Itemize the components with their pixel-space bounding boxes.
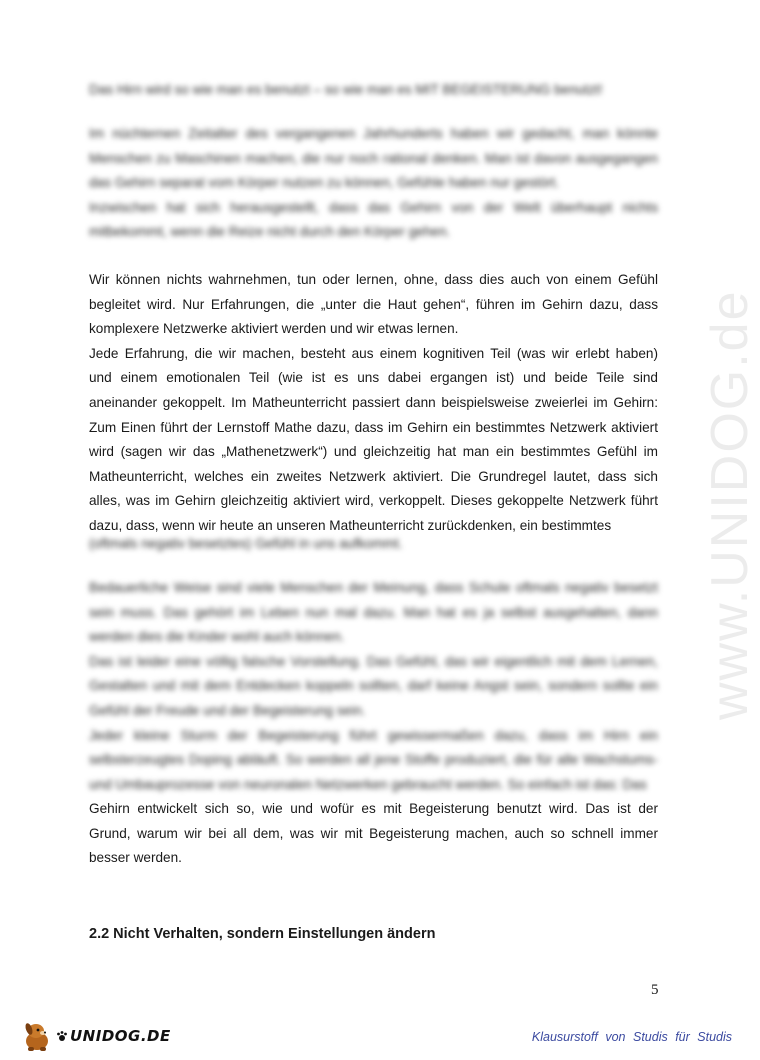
text-line: selbsterzeugtes Doping abläuft. So werden all jene Stoffe produziert, die für alle Wachstums- — [89, 752, 658, 768]
text-line: Gefühl der Freude und der Begeisterung sein. — [89, 702, 366, 718]
text-line: aneinander gekoppelt. Im Matheunterricht passiert dann beispielsweise zweierlei im Gehirn: — [89, 394, 658, 410]
text-line: Matheunterricht, welches ein zweites Netzwerk aktiviert. Die Grundregel lautet, dass sich — [89, 468, 658, 484]
text-line: Bedauerliche Weise sind viele Menschen der Meinung, dass Schule oftmals negativ besetzt — [89, 580, 658, 595]
text-line: (oftmals negativ besetztes) Gefühl in uns aufkommt. — [89, 536, 403, 551]
text-line: begleitet wird. Nur Erfahrungen, die „unter die Haut gehen“, führen im Gehirn dazu, dass — [89, 296, 658, 312]
footer-slogan: Klausurstoff von Studis für Studis — [531, 1030, 732, 1044]
paragraph-1-blurred — [89, 122, 658, 245]
text-line: Zum Einen führt der Lernstoff Mathe dazu, dass im Gehirn ein bestimmtes Netzwerk aktiviert — [89, 419, 658, 435]
paragraph-2-tail-blurred — [89, 532, 658, 557]
text-line: Das Hirn wird so wie man es benutzt – so wie man es MIT BEGEISTERUNG benutzt! — [89, 82, 603, 97]
paw-icon — [56, 1030, 68, 1042]
paragraph-3-clear — [89, 797, 658, 871]
dog-mascot-icon — [20, 1019, 56, 1053]
text-line: werden dies die Kinder wohl auch können. — [89, 629, 345, 645]
text-line: Jeder kleine Sturm der Begeisterung führt gewissermaßen dazu, dass im Hirn ein — [89, 727, 658, 743]
text-line: sein muss. Das gehört im Leben nun mal dazu. Man hat es ja selbst ausgehalten, dann — [89, 604, 658, 620]
text-line: Menschen zu Maschinen machen, die nur noch rational denken. Man ist davon ausgegangen — [89, 150, 658, 166]
text-line: Im nüchternen Zeitalter des vergangenen Jahrhunderts haben wir gedacht, man könnte — [89, 126, 658, 141]
text-line: besser werden. — [89, 850, 182, 866]
section-heading: 2.2 Nicht Verhalten, sondern Einstellungen ändern — [89, 926, 436, 942]
text-line: Das ist leider eine völlig falsche Vorstellung. Das Gefühl, das wir eigentlich mit dem Lernen, — [89, 653, 658, 669]
text-line: Wir können nichts wahrnehmen, tun oder lernen, ohne, dass dies auch von einem Gefühl — [89, 272, 658, 287]
paragraph-3-blurred — [89, 576, 658, 797]
text-line: Inzwischen hat sich herausgestellt, dass das Gehirn von der Welt überhaupt nichts — [89, 199, 658, 215]
text-line: komplexere Netzwerke aktiviert werden und wir etwas lernen. — [89, 321, 459, 337]
text-line: und Umbauprozesse von neuronalen Netzwerken gebraucht werden. So einfach ist das: Das — [89, 776, 647, 792]
text-line: und einem emotionalen Teil (wie ist es uns dabei ergangen ist) und beide Teile sind — [89, 370, 658, 386]
text-line: das Gehirn separat vom Körper nutzen zu können, Gefühle haben nur gestört. — [89, 175, 560, 191]
footer-logo — [20, 1018, 171, 1054]
paragraph-2 — [89, 268, 658, 539]
intro-line-blurred — [89, 78, 658, 103]
text-line: Gehirn entwickelt sich so, wie und wofür es mit Begeisterung benutzt wird. Das ist der — [89, 801, 658, 816]
text-line: dazu, dass, wenn wir heute an unseren Matheunterricht zurückdenken, ein bestimmtes — [89, 517, 612, 533]
text-line: Gestalten und mit dem Entdecken koppeln sollten, darf keine Angst sein, sondern sollte ein — [89, 678, 658, 694]
watermark: www.UNIDOG.de — [701, 289, 759, 720]
text-line: Jede Erfahrung, die wir machen, besteht aus einem kognitiven Teil (was wir erlebt haben) — [89, 345, 658, 361]
page-number: 5 — [651, 982, 659, 998]
text-line: alles, was im Gehirn gleichzeitig aktiviert wird, verkoppelt. Dieses gekoppelte Netzwerk führt — [89, 493, 658, 509]
text-line: wird (sagen wir das „Mathenetzwerk“) und gleichzeitig hat man ein bestimmtes Gefühl im — [89, 444, 658, 460]
text-line: Grund, warum wir bei all dem, was wir mit Begeisterung machen, auch so schnell immer — [89, 825, 658, 841]
logo-text: UNIDOG.DE — [70, 1027, 171, 1045]
text-line: mitbekommt, wenn die Reize nicht durch den Körper gehen. — [89, 224, 451, 240]
